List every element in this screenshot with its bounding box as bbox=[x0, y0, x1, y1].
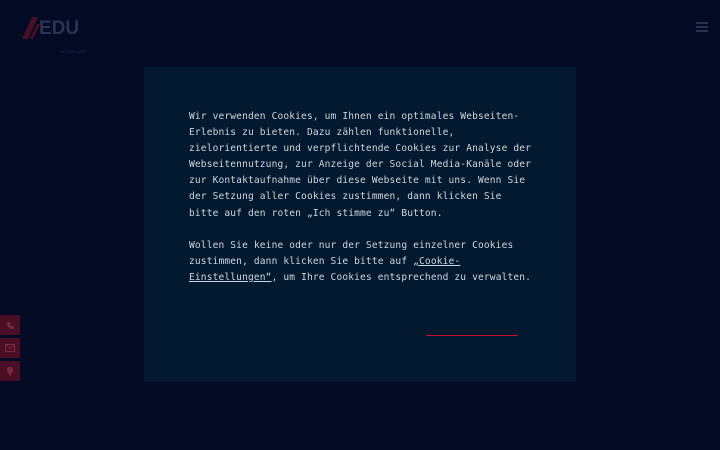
phone-button[interactable] bbox=[0, 315, 20, 335]
logo-mark-icon bbox=[22, 15, 88, 43]
cookie-settings-link[interactable]: „Cookie-Einstellungen“ bbox=[189, 255, 461, 283]
phone-icon bbox=[6, 321, 15, 330]
mail-button[interactable] bbox=[0, 338, 20, 358]
site-header bbox=[0, 0, 720, 56]
cookie-consent-paragraph-1: Wir verwenden Cookies, um Ihnen ein optimales Webseiten-Erlebnis zu bieten. Dazu zählen funktionelle, zielorientierte und verpflichtende Cookies zur Analyse der Webseitennutzung, zur Anzeige der Social Media-Kanäle oder zur Kontaktaufnahme über diese Webseite mit uns. Wenn Sie der Setzung aller Cookies zustimmen, dann klicken Sie bitte auf den roten „Ich stimme zu“ Button. bbox=[189, 111, 532, 219]
accept-cookies-button[interactable] bbox=[426, 335, 518, 348]
cookie-consent-paragraph-2-tail: , um Ihre Cookies entsprechend zu verwalten. bbox=[271, 271, 532, 283]
logo-text: EDU bbox=[39, 18, 80, 39]
cookie-consent-modal bbox=[144, 67, 576, 382]
cookie-consent-paragraph-2 bbox=[189, 238, 534, 286]
side-contact-bar bbox=[0, 315, 20, 384]
mail-icon bbox=[5, 344, 15, 352]
cookie-consent-text bbox=[189, 109, 534, 286]
hamburger-menu-icon[interactable] bbox=[696, 22, 708, 32]
logo-subtext: AKTUELLES bbox=[60, 49, 87, 54]
cookie-consent-paragraph-2-lead: Wollen Sie keine oder nur der Setzung einzelner Cookies zustimmen, dann klicken Sie bitte auf bbox=[189, 239, 514, 267]
location-button[interactable] bbox=[0, 361, 20, 381]
site-logo[interactable] bbox=[22, 15, 88, 54]
location-icon bbox=[6, 366, 14, 376]
